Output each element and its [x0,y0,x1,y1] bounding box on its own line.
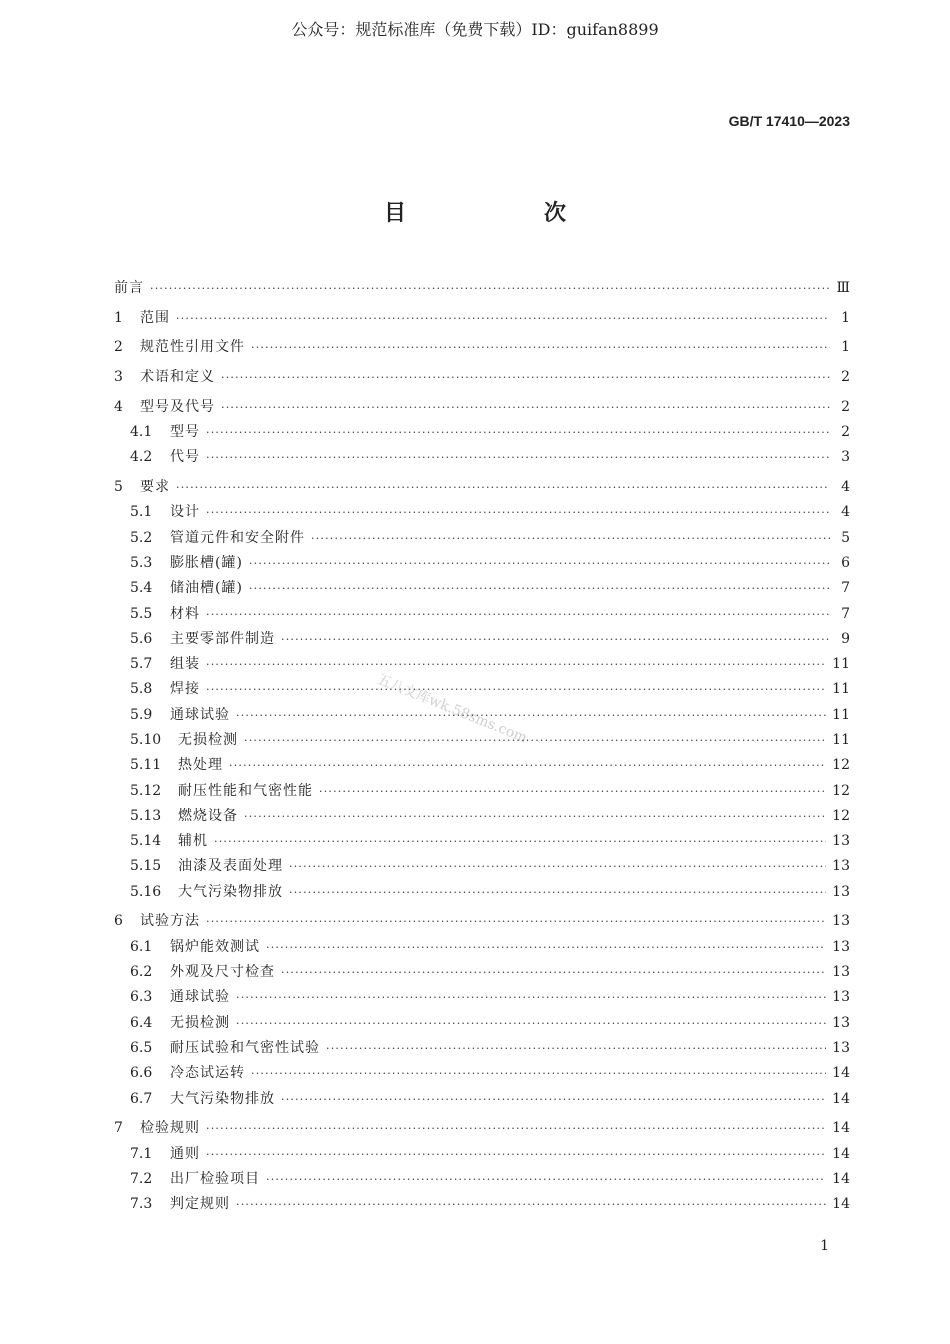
toc-dot-leader [236,991,826,1004]
toc-entry[interactable] [114,830,850,855]
toc-dot-leader [176,481,830,494]
toc-entry-page: 11 [832,732,850,748]
toc-entry-number: 4.2 [130,449,153,466]
toc-entry-label: 辅机 [178,833,208,850]
toc-entry-page: 12 [832,757,850,774]
toc-entry[interactable] [114,855,850,880]
toc-dot-leader [251,1067,826,1080]
toc-entry-page: 13 [832,1039,850,1056]
toc-entry-page: 14 [832,1065,850,1082]
toc-entry[interactable] [114,910,850,935]
page-number: 1 [820,1238,829,1254]
toc-entry-page: 4 [841,504,850,521]
toc-entry[interactable] [114,936,850,961]
toc-dot-leader [236,1017,826,1030]
toc-dot-leader [206,608,830,621]
toc-entry-number: 5.7 [130,656,153,673]
toc-entry[interactable] [114,476,850,501]
toc-entry-label: 热处理 [178,757,223,774]
toc-entry[interactable] [114,307,850,332]
toc-entry[interactable] [114,1088,850,1113]
toc-entry[interactable] [114,881,850,906]
toc-entry-page: 2 [841,398,850,415]
toc-entry[interactable] [114,527,850,552]
standard-number: GB/T 17410—2023 [728,113,850,129]
toc-entry-label: 试验方法 [140,913,200,930]
toc-entry-label: 通则 [170,1145,200,1162]
toc-entry[interactable] [114,780,850,805]
toc-entry-label: 范围 [140,309,170,326]
toc-entry-number: 5.11 [130,757,162,774]
toc-entry-page: 5 [841,529,850,546]
toc-dot-leader [289,886,826,899]
toc-dot-leader [206,426,830,439]
toc-entry[interactable] [114,986,850,1011]
toc-entry[interactable] [114,396,850,421]
toc-entry[interactable] [114,366,850,391]
toc-entry-page: 13 [832,938,850,955]
toc-entry-number: 7.2 [130,1170,153,1187]
toc-entry[interactable] [114,603,850,628]
toc-entry-label: 出厂检验项目 [170,1170,260,1187]
toc-entry[interactable] [114,336,850,361]
toc-entry-label: 主要零部件制造 [170,630,275,647]
toc-entry-label: 燃烧设备 [178,807,238,824]
toc-entry[interactable] [114,653,850,678]
toc-entry-page: Ⅲ [836,280,850,296]
toc-entry-label: 管道元件和安全附件 [170,529,305,546]
toc-entry-number: 6.7 [130,1090,153,1107]
toc-entry-page: 3 [841,449,850,466]
toc-entry-label: 前言 [114,280,144,296]
toc-entry-label: 通球试验 [170,989,230,1006]
toc-entry-number: 5.10 [130,732,162,748]
toc-entry-page: 2 [841,369,850,386]
watermark: 五八文库wk.58sms.com [374,671,530,747]
toc-entry-number: 5.5 [130,605,153,622]
toc-entry-number: 6.6 [130,1065,153,1082]
toc-entry-page: 13 [832,913,850,930]
toc-dot-leader [150,282,830,295]
toc-entry-page: 1 [841,339,850,356]
toc-entry-number: 7.3 [130,1196,153,1213]
toc-entry-number: 7 [114,1120,123,1137]
toc-entry-number: 5.8 [130,681,153,698]
toc-dot-leader [236,709,826,722]
toc-entry-page: 4 [841,479,850,496]
toc-dot-leader [206,658,826,671]
toc-entry[interactable] [114,729,850,754]
toc-entry-page: 14 [832,1090,850,1107]
toc-entry[interactable] [114,961,850,986]
toc-entry-label: 油漆及表面处理 [178,858,283,875]
toc-entry-number: 5 [114,479,123,496]
toc-entry-label: 耐压试验和气密性试验 [170,1039,320,1056]
toc-entry-label: 检验规则 [140,1120,200,1137]
toc-entry-page: 11 [832,656,850,673]
toc-entry-label: 大气污染物排放 [178,883,283,900]
toc-dot-leader [221,371,830,384]
toc-dot-leader [319,785,826,798]
toc-dot-leader [214,835,826,848]
toc-entry-label: 判定规则 [170,1196,230,1213]
toc-entry-page: 13 [832,1014,850,1031]
toc-entry[interactable] [114,277,850,302]
toc-entry-label: 冷态试运转 [170,1065,245,1082]
toc-dot-leader [206,1122,826,1135]
toc-entry[interactable] [114,1012,850,1037]
toc-dot-leader [266,941,826,954]
toc-dot-leader [251,341,830,354]
toc-dot-leader [206,1148,826,1161]
toc-dot-leader [311,532,830,545]
toc-dot-leader [229,759,826,772]
toc-entry[interactable] [114,421,850,446]
toc-entry-page: 2 [841,424,850,441]
toc-dot-leader [281,633,830,646]
toc-entry-label: 术语和定义 [140,369,215,386]
toc-entry-page: 13 [832,989,850,1006]
toc-entry-number: 5.1 [130,504,153,521]
toc-entry[interactable] [114,704,850,729]
toc-entry-page: 13 [832,883,850,900]
toc-entry-page: 14 [832,1145,850,1162]
toc-entry-label: 无损检测 [178,732,238,748]
toc-dot-leader [281,1093,826,1106]
toc-dot-leader [249,582,830,595]
toc-entry-number: 5.2 [130,529,153,546]
toc-entry-page: 14 [832,1120,850,1137]
table-of-contents [114,277,850,1218]
toc-entry-label: 设计 [170,504,200,521]
toc-entry-page: 14 [832,1196,850,1213]
toc-entry-label: 代号 [170,449,200,466]
toc-entry[interactable] [114,1062,850,1087]
toc-entry-label: 型号 [170,424,200,441]
toc-entry-page: 11 [832,706,850,723]
toc-entry[interactable] [114,1117,850,1142]
toc-entry-number: 2 [114,339,123,356]
toc-entry-page: 12 [832,782,850,799]
toc-entry-label: 大气污染物排放 [170,1090,275,1107]
toc-entry-number: 5.3 [130,554,153,571]
toc-entry-label: 要求 [140,479,170,496]
toc-entry-label: 耐压性能和气密性能 [178,782,313,799]
toc-entry[interactable] [114,577,850,602]
toc-entry[interactable] [114,501,850,526]
toc-dot-leader [289,860,826,873]
toc-entry[interactable] [114,628,850,653]
toc-entry-number: 6.1 [130,938,153,955]
toc-entry-page: 13 [832,833,850,850]
toc-entry-label: 无损检测 [170,1014,230,1031]
toc-dot-leader [326,1042,826,1055]
toc-entry-page: 7 [841,605,850,622]
toc-entry-number: 1 [114,309,123,326]
toc-entry-number: 6 [114,913,123,930]
toc-entry-page: 1 [841,309,850,326]
toc-entry-number: 5.15 [130,858,162,875]
toc-entry[interactable] [114,1193,850,1218]
toc-dot-leader [249,557,830,570]
toc-entry-number: 7.1 [130,1145,153,1162]
toc-entry[interactable] [114,1037,850,1062]
toc-dot-leader [221,401,830,414]
toc-entry[interactable] [114,805,850,830]
toc-entry[interactable] [114,1143,850,1168]
toc-entry-page: 13 [832,964,850,981]
toc-entry[interactable] [114,678,850,703]
toc-entry-page: 6 [841,554,850,571]
toc-entry-number: 5.16 [130,883,162,900]
toc-entry-number: 5.4 [130,580,153,597]
toc-entry-number: 3 [114,369,123,386]
toc-entry-page: 9 [841,630,850,647]
page-title: 目 次 [383,200,624,226]
toc-entry-label: 膨胀槽(罐) [170,554,243,571]
toc-entry-number: 5.13 [130,807,162,824]
toc-entry-label: 规范性引用文件 [140,339,245,356]
toc-entry-label: 型号及代号 [140,398,215,415]
toc-entry-number: 6.3 [130,989,153,1006]
toc-dot-leader [206,683,826,696]
toc-entry[interactable] [114,754,850,779]
toc-dot-leader [206,506,830,519]
toc-entry-number: 4.1 [130,424,153,441]
toc-entry-label: 锅炉能效测试 [170,938,260,955]
toc-entry[interactable] [114,1168,850,1193]
toc-entry-number: 5.6 [130,630,153,647]
toc-dot-leader [244,810,826,823]
toc-entry-number: 6.5 [130,1039,153,1056]
toc-entry-label: 储油槽(罐) [170,580,243,597]
toc-dot-leader [206,915,826,928]
toc-entry-page: 7 [841,580,850,597]
toc-entry[interactable] [114,552,850,577]
toc-entry-label: 材料 [170,605,200,622]
toc-dot-leader [266,1173,826,1186]
toc-entry-label: 焊接 [170,681,200,698]
toc-entry-number: 5.12 [130,782,162,799]
toc-entry-label: 外观及尺寸检查 [170,964,275,981]
page-header: 公众号：规范标准库（免费下载）ID：guifan8899 [291,20,659,39]
toc-dot-leader [236,1198,826,1211]
toc-dot-leader [206,451,830,464]
toc-entry-label: 通球试验 [170,706,230,723]
toc-entry-number: 4 [114,398,123,415]
toc-entry-page: 12 [832,807,850,824]
toc-dot-leader [176,312,830,325]
toc-entry-number: 6.2 [130,964,153,981]
toc-dot-leader [244,734,826,747]
toc-entry-page: 14 [832,1170,850,1187]
toc-entry-page: 13 [832,858,850,875]
toc-entry-number: 6.4 [130,1014,153,1031]
toc-entry-label: 组装 [170,656,200,673]
toc-entry[interactable] [114,446,850,471]
toc-entry-number: 5.14 [130,833,162,850]
toc-entry-number: 5.9 [130,706,153,723]
toc-entry-page: 11 [832,681,850,698]
toc-dot-leader [281,966,826,979]
